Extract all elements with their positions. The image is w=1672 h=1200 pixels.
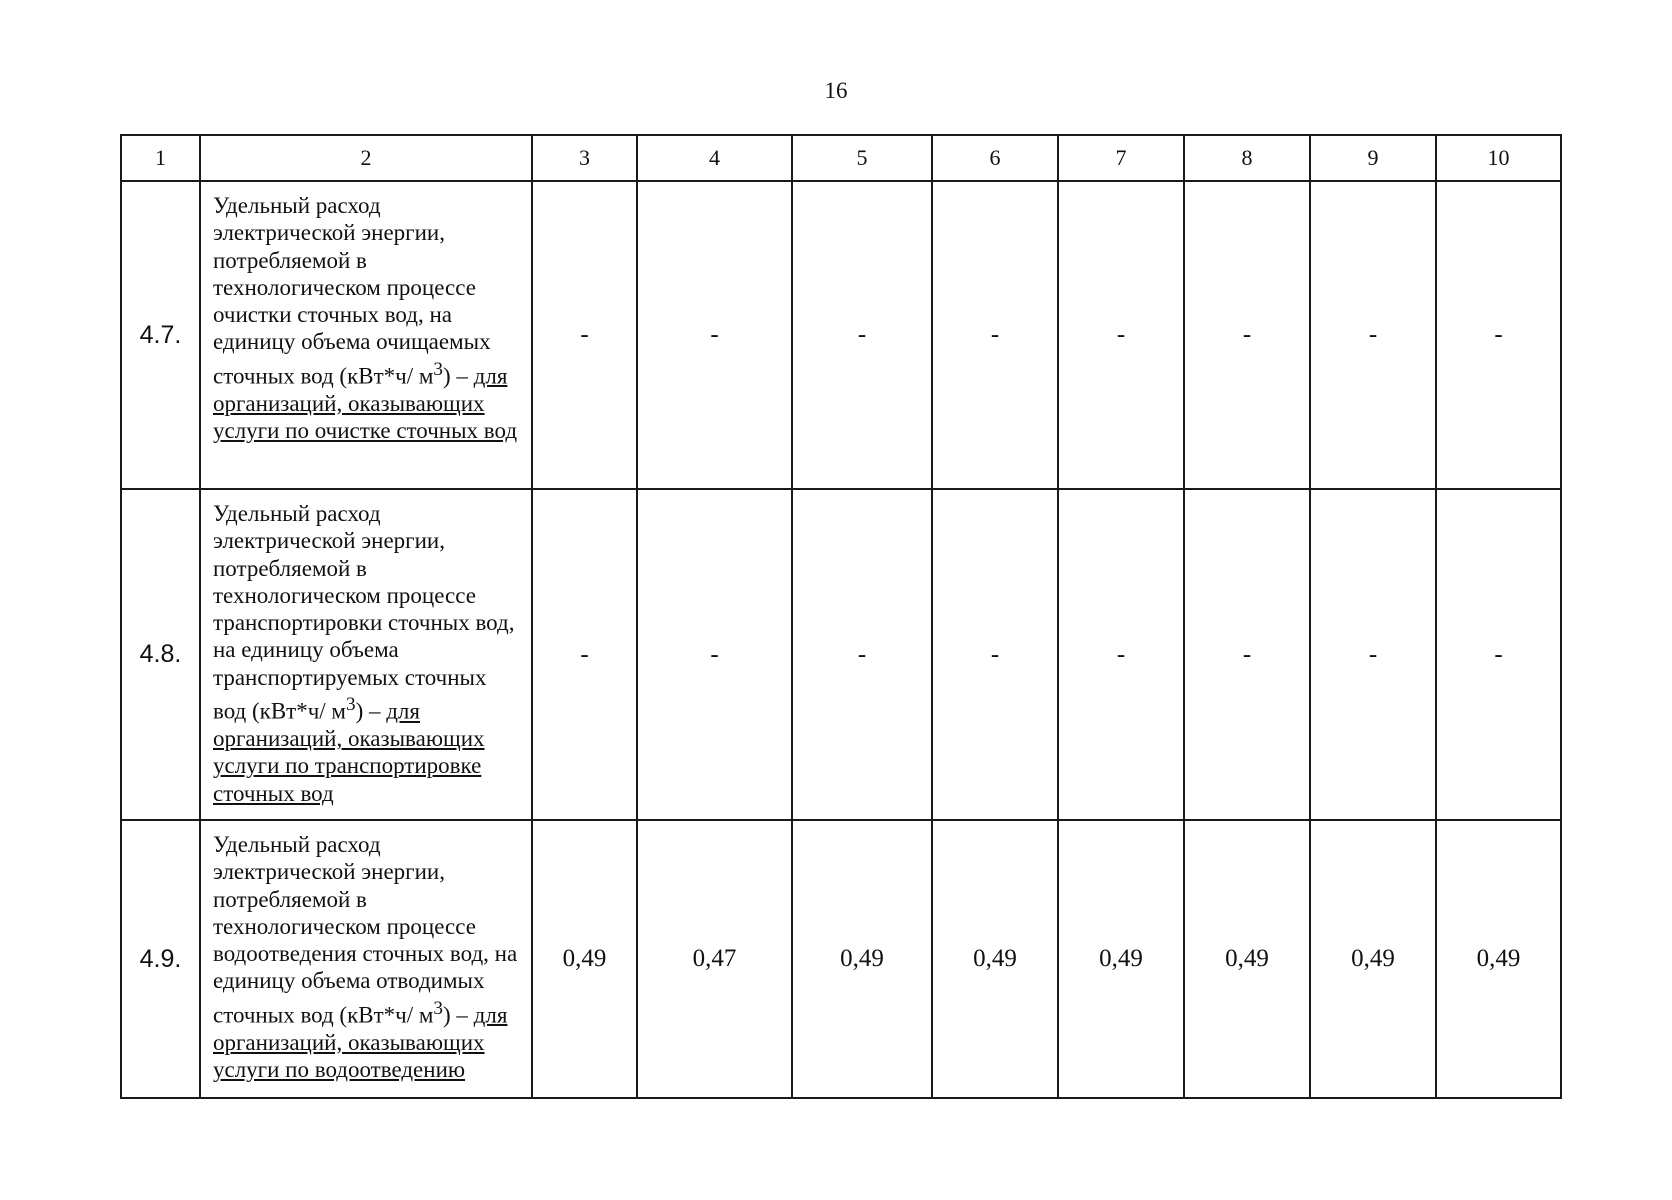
value-cell: 0,47 <box>637 820 792 1098</box>
value-cell: - <box>1058 181 1184 489</box>
row-number: 4.7. <box>121 181 200 489</box>
value-cell: 0,49 <box>1184 820 1310 1098</box>
value-cell: - <box>637 181 792 489</box>
row-description <box>200 820 532 1098</box>
table-row-4-7 <box>121 181 1561 489</box>
indicators-table <box>120 134 1562 1099</box>
value-cell: - <box>532 181 637 489</box>
superscript: 3 <box>433 358 443 380</box>
value-cell: - <box>792 181 932 489</box>
value-cell: - <box>1310 181 1436 489</box>
value-cell: - <box>932 181 1058 489</box>
column-header: 1 <box>121 135 200 181</box>
value-cell: - <box>1058 489 1184 820</box>
value-cell: 0,49 <box>792 820 932 1098</box>
row-number: 4.9. <box>121 820 200 1098</box>
superscript: 3 <box>433 997 443 1019</box>
superscript: 3 <box>345 694 356 716</box>
description-underlined: для организаций, оказывающих услуги по транспортировке сточных вод <box>213 698 485 806</box>
column-header: 4 <box>637 135 792 181</box>
column-header: 8 <box>1184 135 1310 181</box>
row-description <box>200 181 532 489</box>
column-header: 3 <box>532 135 637 181</box>
value-cell: - <box>1184 181 1310 489</box>
description-text: Удельный расход электрической энергии, потребляемой в технологическом процессе транспортировки сточных вод, на единицу объема транспортируемых сточных вод (кВт*ч/ м <box>213 501 515 724</box>
description-tail: ) – <box>355 698 387 724</box>
value-cell: - <box>792 489 932 820</box>
column-header: 9 <box>1310 135 1436 181</box>
page-number: 16 <box>824 78 848 103</box>
column-header: 6 <box>932 135 1058 181</box>
row-number: 4.8. <box>121 489 200 820</box>
description-underlined: для организаций, оказывающих услуги по очистке сточных вод <box>213 363 518 444</box>
column-header: 7 <box>1058 135 1184 181</box>
description-text: Удельный расход электрической энергии, потребляемой в технологическом процессе очистки сточных вод, на единицу объема очищаемых сточных вод (кВт*ч/ м <box>213 193 491 389</box>
header-row <box>121 135 1561 181</box>
value-cell: - <box>1436 181 1561 489</box>
column-header: 5 <box>792 135 932 181</box>
value-cell: - <box>1310 489 1436 820</box>
column-header: 2 <box>200 135 532 181</box>
value-cell: - <box>1436 489 1561 820</box>
value-cell: 0,49 <box>932 820 1058 1098</box>
description-tail: ) – <box>443 1002 474 1028</box>
value-cell: - <box>532 489 637 820</box>
description-text: Удельный расход электрической энергии, потребляемой в технологическом процессе водоотведения сточных вод, на единицу объема отводимых сточных вод (кВт*ч/ м <box>213 832 518 1028</box>
value-cell: - <box>1184 489 1310 820</box>
description-underlined: для организаций, оказывающих услуги по водоотведению <box>213 1002 508 1083</box>
value-cell: 0,49 <box>1058 820 1184 1098</box>
description-tail: ) – <box>443 363 474 389</box>
value-cell: 0,49 <box>532 820 637 1098</box>
column-header: 10 <box>1436 135 1561 181</box>
table-row-4-9 <box>121 820 1561 1098</box>
table-row-4-8 <box>121 489 1561 820</box>
value-cell: - <box>637 489 792 820</box>
value-cell: - <box>932 489 1058 820</box>
value-cell: 0,49 <box>1310 820 1436 1098</box>
value-cell: 0,49 <box>1436 820 1561 1098</box>
row-description <box>200 489 532 820</box>
